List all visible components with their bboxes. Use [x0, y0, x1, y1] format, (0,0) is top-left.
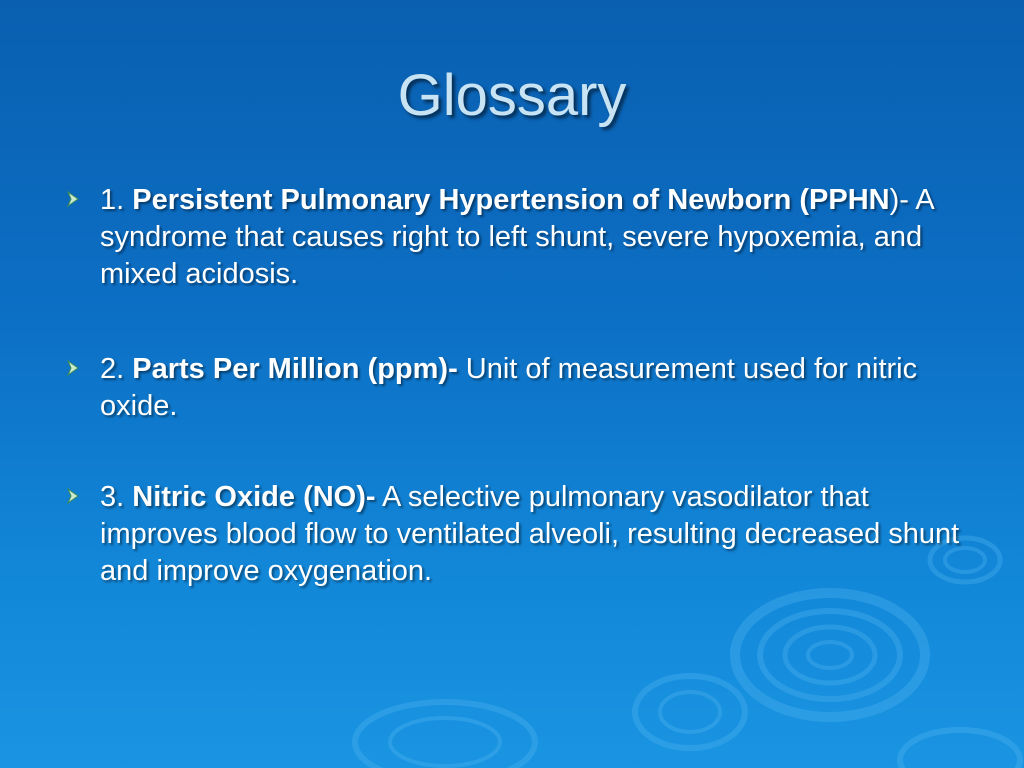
item-number: 3.: [100, 481, 125, 513]
item-number: 2.: [100, 353, 125, 385]
glossary-item: [60, 182, 960, 293]
arrow-bullet-icon: [64, 353, 84, 383]
slide-title: Glossary: [397, 63, 627, 128]
item-term: Nitric Oxide (NO)-: [132, 481, 376, 513]
item-definition: A selective pulmonary vasodilator that improves blood flow to ventilated alveoli, resulting decreased shunt and improve oxygenation.: [100, 481, 960, 587]
glossary-list: [60, 182, 960, 648]
glossary-item: [60, 479, 960, 590]
arrow-bullet-icon: [64, 184, 84, 214]
item-number: 1.: [100, 184, 125, 216]
glossary-item: [60, 351, 960, 425]
item-term: Parts Per Million (ppm)-: [132, 353, 458, 385]
item-term: Persistent Pulmonary Hypertension of Newborn (PPHN: [132, 184, 890, 216]
item-definition: )- A syndrome that causes right to left shunt, severe hypoxemia, and mixed acidosis.: [100, 184, 934, 290]
item-definition: Unit of measurement used for nitric oxide.: [100, 353, 918, 422]
arrow-bullet-icon: [64, 481, 84, 511]
